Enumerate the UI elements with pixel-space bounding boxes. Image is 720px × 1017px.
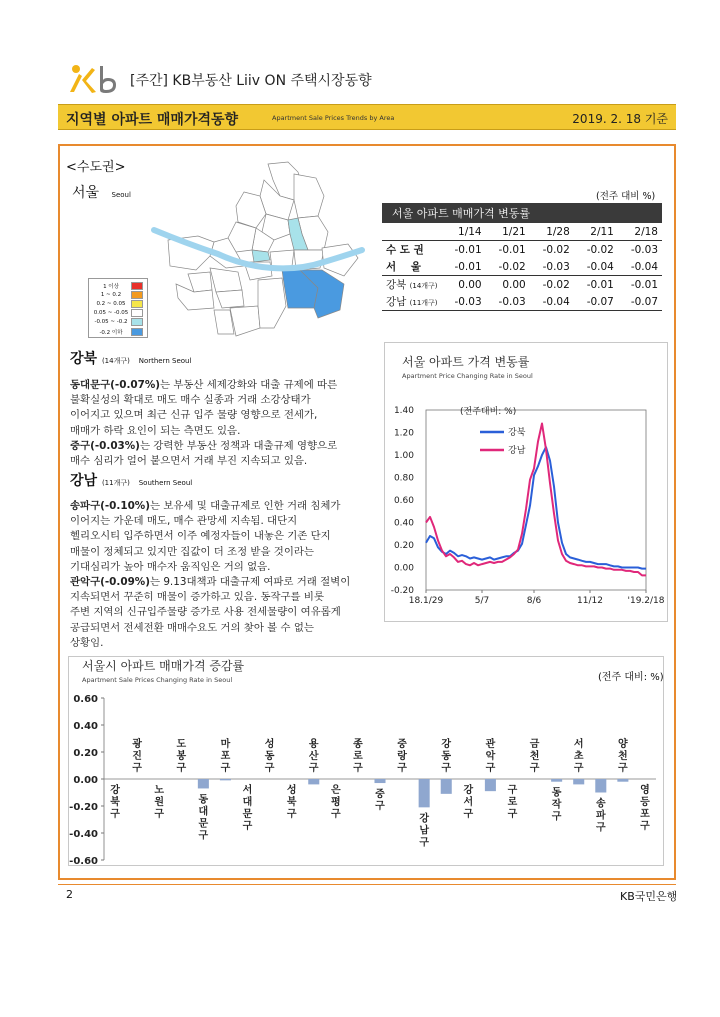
region-label: <수도권> <box>66 160 126 175</box>
y-tick-label: 1.00 <box>393 451 414 461</box>
y-tick-label: -0.40 <box>69 829 98 840</box>
plot-area <box>426 410 646 590</box>
district-yangcheon <box>188 272 212 292</box>
category-label: 동 대 문 구 <box>198 794 209 842</box>
series-line-0 <box>426 447 646 568</box>
commentary-line <box>70 514 350 529</box>
category-label: 관 악 구 <box>485 739 496 774</box>
table-cell: -0.03 <box>630 243 658 256</box>
commentary-text: 매매가 하락 요인이 되는 측면도 있음. <box>70 424 241 437</box>
legend-label: 0.2 ~ 0.05 <box>96 300 126 307</box>
y-tick-label: 0.80 <box>393 473 414 484</box>
category-label: 양 천 구 <box>618 739 628 774</box>
category-label: 성 동 구 <box>264 739 275 774</box>
x-tick-label: 18.1/29 <box>408 596 444 606</box>
commentary-highlight: 중구(-0.03%) <box>70 439 140 452</box>
bar-chart-subtitle: Apartment Sale Prices Changing Rate in Seoul <box>82 676 233 684</box>
bar <box>441 779 452 794</box>
commentary-text: 불확실성의 확대로 매도 매수 실종과 거래 소강상태가 <box>70 394 311 407</box>
y-tick-label: 1.20 <box>393 428 414 439</box>
legend-label: -0.2 이하 <box>99 329 123 336</box>
district-jung <box>252 250 270 262</box>
table-cell: -0.01 <box>442 258 486 276</box>
category-label: 강 북 구 <box>110 785 120 820</box>
y-tick-label: -0.20 <box>69 802 98 813</box>
table-cell: -0.07 <box>618 293 662 311</box>
commentary-text: 는 강력한 부동산 정책과 대출규제 영향으로 <box>139 439 338 452</box>
category-label: 노 원 구 <box>154 785 165 820</box>
section-title-bar <box>58 104 676 130</box>
category-label: 강 동 구 <box>441 739 452 774</box>
category-label: 도 봉 구 <box>176 739 187 774</box>
legend-label: 1 ~ 0.2 <box>100 291 122 298</box>
bar <box>617 779 628 782</box>
bar <box>220 779 231 780</box>
legend-swatch <box>131 282 143 290</box>
x-tick-label: '19.2/18 <box>627 596 665 606</box>
bar <box>419 779 430 807</box>
commentary-highlight: 관악구(-0.09%) <box>70 576 150 589</box>
y-tick-label: -0.20 <box>390 586 414 596</box>
table-cell: -0.03 <box>486 293 530 311</box>
table-cell: -0.02 <box>542 243 570 256</box>
district-dongjak <box>216 290 244 308</box>
table-date: 1/28 <box>530 223 574 241</box>
y-tick-label: -0.60 <box>69 856 98 866</box>
table-cell: -0.07 <box>574 293 618 311</box>
commentary-text: 매물이 정체되고 있지만 집값이 더 조정 받을 것이라는 <box>70 545 314 558</box>
commentary-text: 기대심리가 높아 매수자 움직임은 거의 없음. <box>70 560 271 573</box>
category-label: 은 평 구 <box>331 785 341 820</box>
commentary-text: 는 보유세 및 대출규제로 인한 거래 침체가 <box>149 500 341 512</box>
line-chart <box>384 390 668 616</box>
line-chart-subtitle: Apartment Price Changing Rate in Seoul <box>402 372 533 380</box>
y-tick-label: 0.20 <box>393 541 414 551</box>
commentary-text: 이어지는 가운데 매도, 매수 관망세 지속됨. 대단지 <box>70 515 298 528</box>
category-label: 광 진 구 <box>132 739 142 774</box>
bar <box>308 779 319 784</box>
y-unit-label: (전주대비: %) <box>460 407 517 417</box>
table-cell: -0.02 <box>542 278 570 291</box>
table-date: 2/18 <box>618 223 662 241</box>
table-row <box>382 276 662 294</box>
commentary-line <box>70 590 350 605</box>
south-commentary <box>70 499 350 651</box>
commentary-line <box>70 575 350 590</box>
category-label: 마 포 구 <box>220 739 231 774</box>
commentary-text: 상황임. <box>70 636 104 649</box>
north-title: 강북 <box>70 351 98 367</box>
south-title-en: Southern Seoul <box>138 479 193 487</box>
bar-chart <box>68 688 664 866</box>
legend-swatch <box>131 300 143 308</box>
commentary-line <box>70 408 337 423</box>
bar-chart-unit: (전주 대비: %) <box>598 672 664 683</box>
table-cell: -0.04 <box>530 293 574 311</box>
legend-swatch <box>131 291 143 299</box>
table-cell: -0.03 <box>530 258 574 276</box>
district-nowon <box>294 174 324 218</box>
row-sublabel: (11개구) <box>409 299 438 307</box>
table-cell: 0.00 <box>502 278 526 291</box>
district-seocho <box>258 278 286 328</box>
north-title-en: Northern Seoul <box>138 357 192 365</box>
line-chart-title: 서울 아파트 가격 변동률 <box>402 355 530 369</box>
legend-label: 강북 <box>508 428 526 438</box>
x-tick-label: 5/7 <box>474 596 490 606</box>
bar <box>595 779 606 793</box>
bar <box>198 779 209 788</box>
table-date: 1/14 <box>442 223 486 241</box>
legend-label: 1 이상 <box>103 283 119 290</box>
district-gwanak <box>230 306 260 336</box>
legend-swatch <box>131 318 143 326</box>
category-label: 송 파 구 <box>595 798 606 834</box>
commentary-text: 지속되면서 꾸준히 매물이 증가하고 있음. 동작구를 비롯 <box>70 591 324 604</box>
south-title: 강남 <box>70 473 98 489</box>
x-tick-label: 11/12 <box>577 596 603 606</box>
section-title: 지역별 아파트 매매가격동향 <box>66 112 239 128</box>
table-row <box>382 293 662 311</box>
legend-label: 0.05 ~ -0.05 <box>93 310 129 317</box>
category-label: 강 서 구 <box>463 785 474 820</box>
commentary-text: 매수 심리가 얼어 붙으면서 거래 부진 지속되고 있음. <box>70 455 308 468</box>
category-label: 구 로 구 <box>507 785 518 820</box>
commentary-text: 공급되면서 전세전환 매매수요도 거의 찾아 볼 수 없는 <box>70 621 314 634</box>
table-cell: -0.02 <box>486 258 530 276</box>
table-title: 서울 아파트 매매가격 변동률 <box>382 203 662 223</box>
commentary-line <box>70 621 350 636</box>
category-label: 종 로 구 <box>353 739 363 774</box>
table-cell: -0.01 <box>498 243 526 256</box>
price-change-table <box>382 203 662 311</box>
south-heading <box>70 470 192 490</box>
category-label: 금 천 구 <box>529 739 540 774</box>
category-label: 영 등 포 구 <box>640 785 650 832</box>
commentary-highlight: 송파구(-0.10%) <box>70 500 150 512</box>
table-cell: -0.01 <box>630 278 658 291</box>
commentary-line <box>70 560 350 575</box>
commentary-line <box>70 545 350 560</box>
commentary-line <box>70 605 350 620</box>
y-tick-label: 0.60 <box>73 694 98 705</box>
series-line-1 <box>426 424 646 576</box>
commentary-line <box>70 424 337 439</box>
commentary-line <box>70 529 350 544</box>
commentary-line <box>70 393 337 408</box>
category-label: 강 남 구 <box>419 813 429 849</box>
row-label: 서 울 <box>382 258 442 276</box>
page-number: 2 <box>66 888 73 901</box>
category-label: 중 랑 구 <box>397 739 407 774</box>
report-date: 2019. 2. 18 기준 <box>572 112 668 126</box>
legend-swatch <box>131 328 143 336</box>
commentary-text: 는 9.13대책과 대출규제 여파로 거래 절벽이 <box>149 576 351 589</box>
table-cell: -0.02 <box>586 243 614 256</box>
bar <box>485 779 496 791</box>
y-tick-label: 0.00 <box>73 775 98 786</box>
commentary-line <box>70 454 337 469</box>
y-tick-label: 0.00 <box>393 563 414 574</box>
row-label: 강남 <box>386 296 407 308</box>
commentary-text: 주변 지역의 신규입주물량 증가로 사용 전세물량이 여유롭게 <box>70 606 341 619</box>
section-title-en: Apartment Sale Prices Trends by Area <box>272 114 395 122</box>
category-label: 성 북 구 <box>286 785 297 820</box>
y-tick-label: 0.60 <box>393 496 414 506</box>
north-heading <box>70 348 191 368</box>
bar <box>551 779 562 782</box>
legend-swatch <box>131 309 143 317</box>
row-sublabel: (14개구) <box>409 282 438 290</box>
commentary-line <box>70 636 350 651</box>
legend-label: 강남 <box>508 446 526 456</box>
commentary-highlight: 동대문구(-0.07%) <box>70 379 161 391</box>
table-cell: -0.01 <box>454 243 482 256</box>
row-label: 강북 <box>386 279 407 291</box>
table-row <box>382 258 662 276</box>
page-header-title: [주간] KB부동산 Liiv ON 주택시장동향 <box>130 73 372 89</box>
bar <box>374 779 385 783</box>
seoul-district-map <box>148 158 366 346</box>
commentary-line <box>70 499 350 514</box>
city-name: 서울 <box>72 185 100 201</box>
category-label: 용 산 구 <box>308 739 319 774</box>
commentary-line <box>70 378 337 393</box>
table-unit: (전주 대비 %) <box>596 191 656 202</box>
kb-logo-icon <box>66 60 122 94</box>
category-label: 동 작 구 <box>551 787 562 823</box>
category-label: 중 구 <box>375 789 385 813</box>
y-tick-label: 0.20 <box>73 748 98 759</box>
commentary-text: 는 부동산 세제강화와 대출 규제에 따른 <box>160 379 338 391</box>
north-commentary <box>70 378 337 469</box>
category-label: 서 초 구 <box>573 739 584 774</box>
city-name-en: Seoul <box>111 191 131 199</box>
north-count: (14개구) <box>101 357 130 365</box>
commentary-text: 이어지고 있으며 최근 신규 입주 물량 영향으로 전세가, <box>70 409 318 422</box>
category-label: 서 대 문 구 <box>242 785 253 832</box>
district-yeongdeungpo <box>210 268 242 292</box>
bar-chart-title: 서울시 아파트 매매가격 증감률 <box>82 659 245 673</box>
bar <box>573 779 584 784</box>
commentary-line <box>70 439 337 454</box>
table-cell: 0.00 <box>458 278 482 291</box>
map-legend <box>88 278 148 338</box>
bank-name: KB국민은행 <box>620 890 678 903</box>
south-count: (11개구) <box>101 479 130 487</box>
city-title <box>72 182 131 202</box>
legend-label: -0.05 ~ -0.2 <box>94 319 128 326</box>
footer-divider <box>58 884 676 885</box>
table-date: 2/11 <box>574 223 618 241</box>
table-date: 1/21 <box>486 223 530 241</box>
y-tick-label: 0.40 <box>393 518 414 529</box>
table-cell: -0.04 <box>574 258 618 276</box>
y-tick-label: 1.40 <box>393 406 414 416</box>
row-label: 수 도 권 <box>386 244 424 256</box>
commentary-text: 헬리오시티 입주하면서 이주 예정자들이 내놓은 기존 단지 <box>70 530 331 543</box>
table-cell: -0.01 <box>586 278 614 291</box>
table-row <box>382 241 662 259</box>
x-tick-label: 8/6 <box>526 596 542 606</box>
y-tick-label: 0.40 <box>73 721 98 732</box>
table-cell: -0.03 <box>442 293 486 311</box>
table-cell: -0.04 <box>618 258 662 276</box>
